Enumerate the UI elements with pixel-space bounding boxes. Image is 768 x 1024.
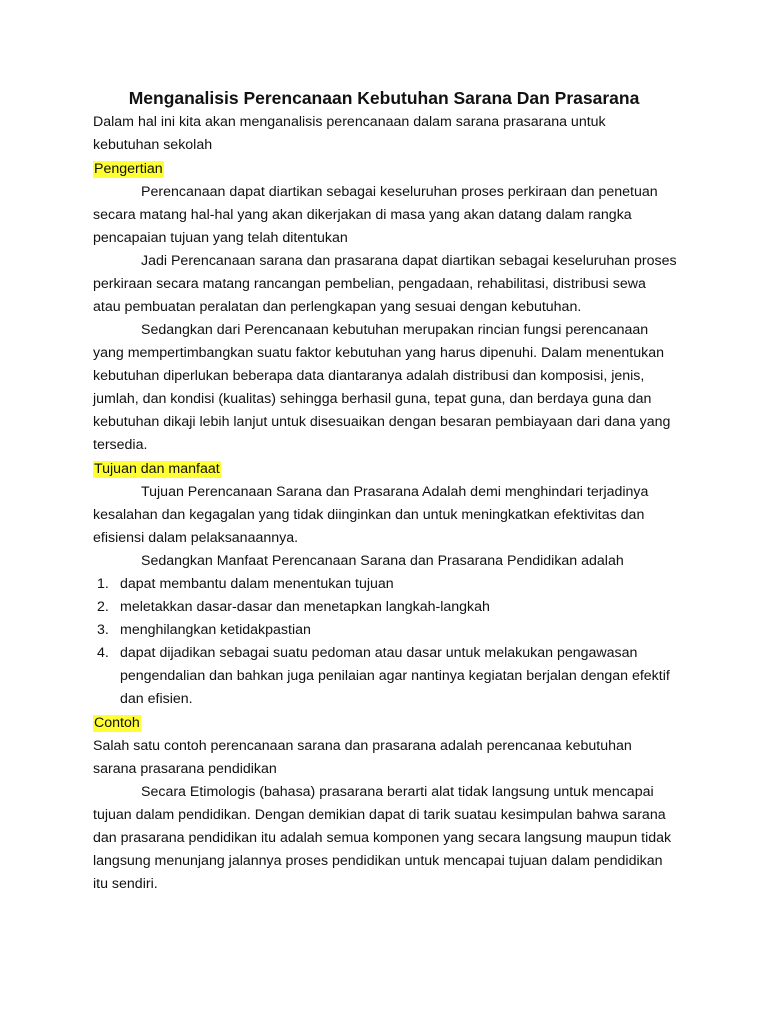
paragraph-line: pencapaian tujuan yang telah ditentukan [93, 230, 348, 246]
paragraph-line: atau pembuatan peralatan dan perlengkapan yang sesuai dengan kebutuhan. [93, 299, 582, 315]
paragraph-line: sarana prasarana pendidikan [93, 761, 277, 777]
paragraph-line: Perencanaan dapat diartikan sebagai keseluruhan proses perkiraan dan penetuan [141, 184, 658, 200]
paragraph-line: langsung menunjang jalannya proses pendidikan untuk mencapai tujuan dalam pendidikan [93, 853, 663, 869]
paragraph-line: itu sendiri. [93, 876, 158, 892]
paragraph-line: tujuan dalam pendidikan. Dengan demikian dapat di tarik suatau kesimpulan bahwa sarana [93, 807, 666, 823]
intro-line-1: Dalam hal ini kita akan menganalisis perencanaan dalam sarana prasarana untuk [93, 114, 606, 130]
paragraph-line: Tujuan Perencanaan Sarana dan Prasarana Adalah demi menghindari terjadinya [141, 484, 649, 500]
list-number: 3. [97, 622, 109, 638]
paragraph-line: kebutuhan diperlukan beberapa data diantaranya adalah distribusi dan komposisi, jenis, [93, 368, 645, 384]
intro-line-2: kebutuhan sekolah [93, 137, 213, 153]
list-item: dapat dijadikan sebagai suatu pedoman atau dasar untuk melakukan pengawasan [120, 645, 638, 661]
highlighted-heading: Pengertian [94, 161, 163, 177]
paragraph-line: yang mempertimbangkan suatu faktor kebutuhan yang harus dipenuhi. Dalam menentukan [93, 345, 665, 361]
highlighted-heading: Contoh [94, 715, 140, 731]
paragraph-line: secara matang hal-hal yang akan dikerjakan di masa yang akan datang dalam rangka [93, 207, 632, 223]
paragraph-line: kesalahan dan kegagalan yang tidak diinginkan dan untuk meningkatkan efektivitas dan [93, 507, 645, 523]
section-heading-tujuan [93, 458, 221, 481]
section-heading-pengertian [93, 158, 164, 181]
list-item: dapat membantu dalam menentukan tujuan [120, 576, 394, 592]
list-item: meletakkan dasar-dasar dan menetapkan langkah-langkah [120, 599, 490, 615]
paragraph-line: Salah satu contoh perencanaan sarana dan prasarana adalah perencanaa kebutuhan [93, 738, 632, 754]
paragraph-line: efisiensi dalam pelaksanaannya. [93, 530, 299, 546]
paragraph-line: dan prasarana pendidikan itu adalah semua komponen yang secara langsung maupun tidak [93, 830, 672, 846]
list-number: 1. [97, 576, 109, 592]
paragraph-line: Sedangkan Manfaat Perencanaan Sarana dan Prasarana Pendidikan adalah [141, 553, 624, 569]
list-item-continuation: pengendalian dan bahkan juga penilaian agar nantinya kegiatan berjalan dengan efektif [120, 668, 670, 684]
paragraph-line: jumlah, dan kondisi (kualitas) sehingga berhasil guna, tepat guna, dan berdaya guna dan [93, 391, 652, 407]
list-item: menghilangkan ketidakpastian [120, 622, 311, 638]
page-title: Menganalisis Perencanaan Kebutuhan Sarana Dan Prasarana [128, 88, 640, 108]
paragraph-line: tersedia. [93, 437, 148, 453]
paragraph-line: kebutuhan dikaji lebih lanjut untuk disesuaikan dengan besaran pembiayaan dari dana yang [93, 414, 671, 430]
section-heading-contoh [93, 712, 141, 735]
list-item-continuation: dan efisien. [120, 691, 193, 707]
paragraph-line: perkiraan secara matang rancangan pembelian, pengadaan, rehabilitasi, distribusi sewa [93, 276, 646, 292]
highlighted-heading: Tujuan dan manfaat [94, 461, 220, 477]
list-number: 4. [97, 645, 109, 661]
list-number: 2. [97, 599, 109, 615]
paragraph-line: Sedangkan dari Perencanaan kebutuhan merupakan rincian fungsi perencanaan [141, 322, 649, 338]
paragraph-line: Jadi Perencanaan sarana dan prasarana dapat diartikan sebagai keseluruhan proses [141, 253, 677, 269]
paragraph-line: Secara Etimologis (bahasa) prasarana berarti alat tidak langsung untuk mencapai [141, 784, 654, 800]
